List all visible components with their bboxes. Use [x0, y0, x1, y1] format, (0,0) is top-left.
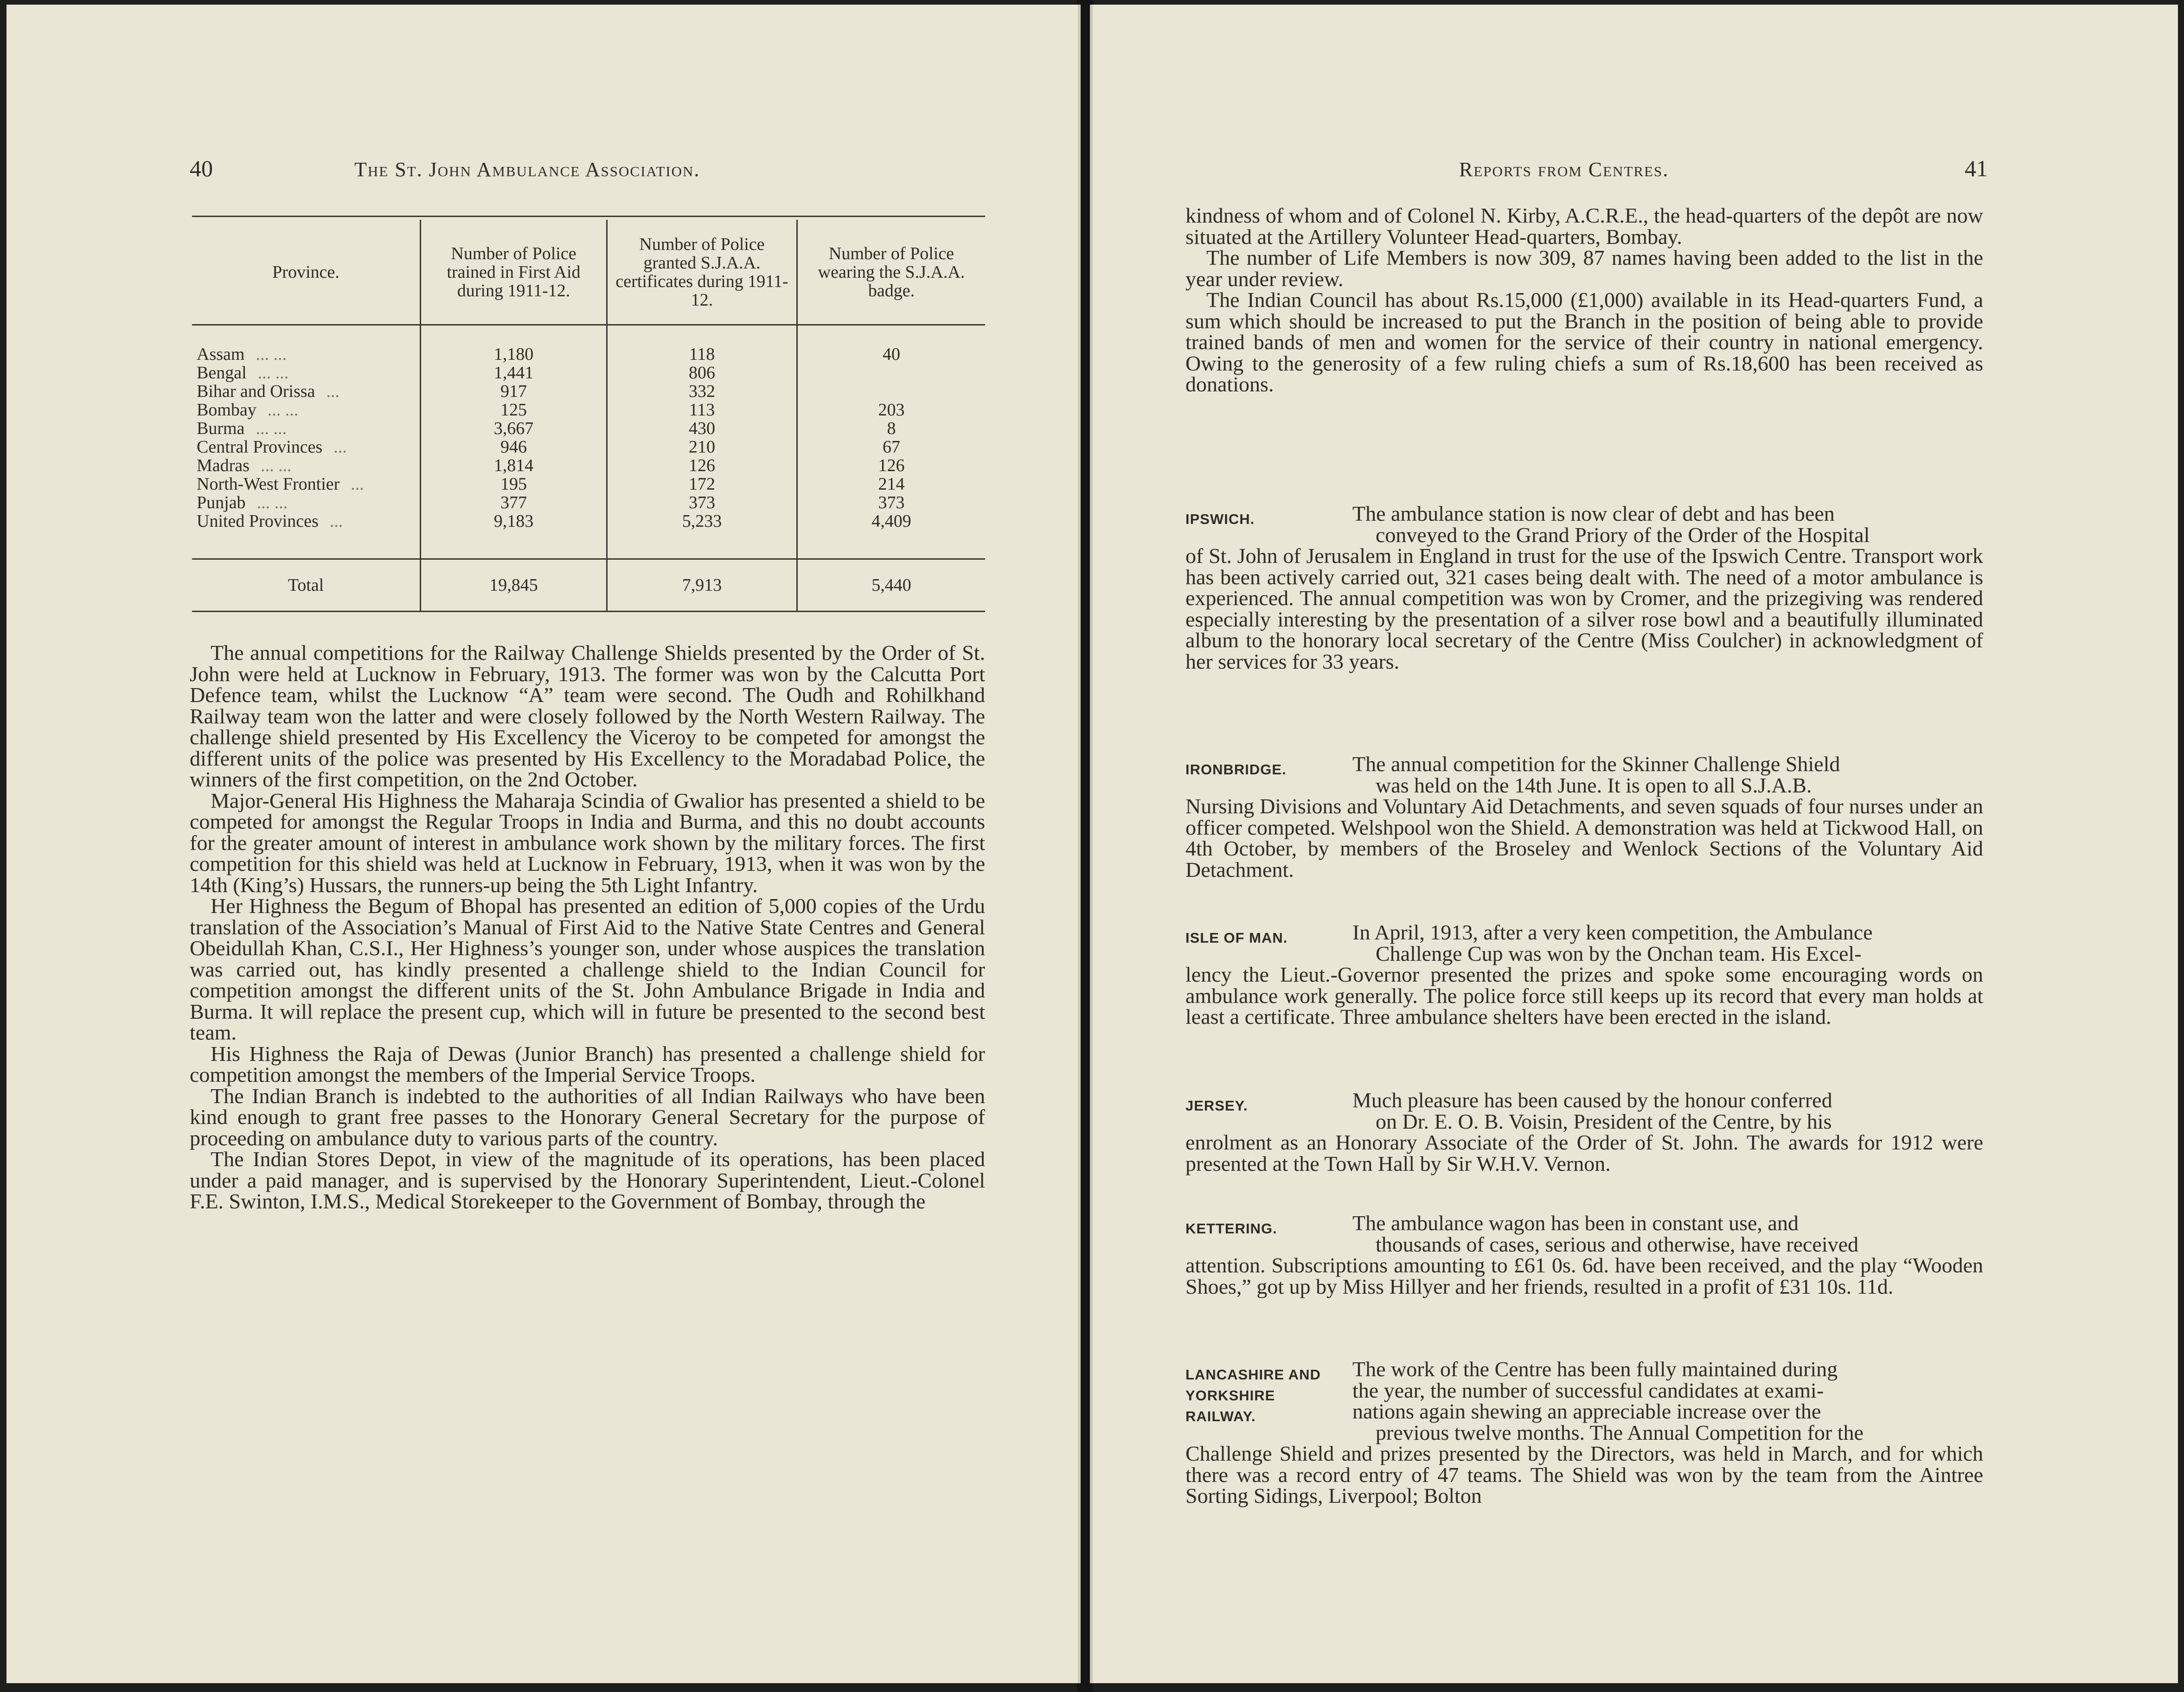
jersey-text: enrolment as an Honorary Associate of the Order of St. John. The awards for 1912 were presented at the Town Hall by Sir W.H.V. Vernon. [1185, 1130, 1983, 1175]
table-row [197, 382, 415, 401]
badge-value: 4,409 [871, 511, 911, 531]
total-trained: 19,845 [420, 559, 607, 612]
leader-dots: ... [326, 382, 339, 401]
ipswich-line-2: conveyed to the Grand Priory of the Order of the Hospital [1376, 523, 1870, 547]
lyr-label-line-1: LANCASHIRE AND [1185, 1366, 1321, 1383]
leader-dots: ... ... [267, 400, 299, 420]
header-badge: Number of Police wearing the S.J.A.A. badge. [797, 220, 985, 325]
leader-dots: ... ... [260, 456, 292, 475]
table-row [197, 364, 415, 382]
paragraph-life-members: The number of Life Members is now 309, 87 names having been added to the list in the year under review. [1185, 246, 1983, 291]
right-page-number: 41 [1965, 155, 1988, 181]
province-column [192, 325, 420, 559]
certificates-value: 5,233 [682, 511, 722, 531]
certificates-value: 806 [688, 363, 715, 383]
centre-label-lancashire-yorkshire-railway [1185, 1364, 1321, 1427]
right-running-head: Reports from Centres. [1459, 158, 1669, 181]
badge-column [797, 325, 985, 559]
paragraph-bhopal-manual: Her Highness the Begum of Bhopal has presented an edition of 5,000 copies of the Urdu translation of the Association’s Manual of First Aid to the Native State Centres and General Obeidullah Khan, C.S.I., Her Highness’s younger son, under whose auspices the translation was carried out, has kindly presented a challenge shield to the Indian Council for competition amongst the different units of the St. John Ambulance Brigade in India and Burma. It will replace the present cup, which will in future be presented to the second best team. [190, 894, 985, 1044]
badge-value: 40 [882, 345, 900, 364]
leader-dots: ... ... [256, 419, 287, 438]
paragraph-railway-passes: The Indian Branch is indebted to the authorities of all Indian Railways who have been kind enough to grant free passes to the Honorary General Secretary for the purpose of proceeding on ambulance duty to various parts of the country. [190, 1084, 985, 1150]
trained-value: 1,814 [493, 456, 534, 475]
trained-value: 377 [500, 493, 527, 512]
paragraph-stores-depot: The Indian Stores Depot, in view of the magnitude of its operations, has been placed under a paid manager, and is supervised by the Honorary Superintendent, Lieut.-Colonel F.E. Swinton, I.M.S., Medical Storekeeper to the Government of Bombay, through the [190, 1147, 985, 1213]
badge-value: 214 [878, 474, 905, 494]
trained-value: 3,667 [493, 419, 534, 438]
header-certificates: Number of Police granted S.J.A.A. certificates during 1911-12. [607, 220, 797, 325]
badge-value: 67 [882, 437, 900, 457]
lyr-line-4: previous twelve months. The Annual Competition for the [1376, 1420, 1864, 1444]
badge-value: 203 [878, 400, 905, 420]
badge-value [802, 364, 980, 382]
province-name: Assam [197, 345, 245, 364]
badge-value: 373 [878, 493, 905, 512]
certificates-value: 210 [688, 437, 715, 457]
isle-of-man-line-1: In April, 1913, after a very keen competition, the Ambulance [1352, 920, 1873, 944]
table-row [197, 456, 415, 475]
province-name: North-West Frontier [197, 474, 340, 494]
leader-dots: ... ... [256, 493, 288, 512]
total-certificates: 7,913 [607, 559, 797, 612]
leader-dots: ... ... [257, 363, 289, 383]
trained-column [420, 325, 607, 559]
ipswich-line-1: The ambulance station is now clear of debt and has been [1352, 502, 1835, 525]
left-page [6, 5, 1081, 1683]
centre-label-isle-of-man: ISLE OF MAN. [1185, 930, 1288, 946]
certificates-value: 373 [688, 493, 715, 512]
centre-ironbridge [1185, 753, 1983, 880]
kettering-text: attention. Subscriptions amounting to £61 0s. 6d. have been received, and the play “Wooden Shoes,” got up by Miss Hillyer and her friends, resulted in a profit of £31 10s. 11d. [1185, 1253, 1983, 1298]
table-top-rule [192, 216, 985, 220]
certificates-value: 172 [688, 474, 715, 494]
table-row [197, 401, 415, 419]
trained-value: 125 [500, 400, 527, 420]
paragraph-headquarters-fund: The Indian Council has about Rs.15,000 (£1,000) available in its Head-quarters Fund, a sum which should be increased to put the Branch in the position of being able to provide trained bands of men and women for the service of their country in national emergency. Owing to the generosity of a few ruling chiefs a sum of Rs.18,600 has been received as donations. [1185, 288, 1983, 396]
table-row [197, 345, 415, 364]
total-badge: 5,440 [797, 559, 985, 612]
certificates-value: 332 [688, 382, 715, 401]
province-name: Burma [197, 419, 245, 438]
jersey-line-2: on Dr. E. O. B. Voisin, President of the Centre, by his [1376, 1109, 1832, 1133]
leader-dots: ... ... [256, 345, 287, 364]
kettering-line-2: thousands of cases, serious and otherwise, have received [1376, 1232, 1859, 1256]
centre-kettering [1185, 1213, 1983, 1297]
ironbridge-line-1: The annual competition for the Skinner Challenge Shield [1352, 752, 1840, 776]
centre-label-jersey: JERSEY. [1185, 1098, 1248, 1114]
province-name: Madras [197, 456, 250, 475]
left-page-number: 40 [190, 155, 213, 181]
leader-dots: ... [333, 437, 347, 457]
total-label: Total [192, 559, 420, 612]
badge-value: 126 [878, 456, 905, 475]
paragraph-gwalior-shield: Major-General His Highness the Maharaja Scindia of Gwalior has presented a shield to be competed for amongst the Regular Troops in India and Burma, and this no doubt accounts for the greater amount of interest in ambulance work shown by the military forces. The first competition for this shield was held at Lucknow in February, 1913, when it was won by the 14th (King’s) Hussars, the runners-up being the 5th Light Infantry. [190, 788, 985, 897]
centre-ipswich [1185, 503, 1983, 672]
ironbridge-line-2: was held on the 14th June. It is open to all S.J.A.B. [1376, 773, 1812, 797]
centre-label-kettering: KETTERING. [1185, 1220, 1277, 1237]
lyr-line-3: nations again shewing an appreciable increase over the [1352, 1399, 1821, 1423]
badge-value: 8 [887, 419, 896, 438]
leader-dots: ... [329, 511, 343, 531]
centre-isle-of-man [1185, 922, 1983, 1028]
province-name: Punjab [197, 493, 246, 512]
province-name: Central Provinces [197, 437, 323, 457]
table-row [197, 493, 415, 512]
badge-value [802, 382, 980, 401]
continuation-paragraph: kindness of whom and of Colonel N. Kirby, A.C.R.E., the head-quarters of the depôt are now situated at the Artillery Volunteer Head-quarters, Bombay. [1185, 204, 1983, 249]
centre-label-ipswich: IPSWICH. [1185, 511, 1255, 527]
lyr-line-1: The work of the Centre has been fully maintained during [1352, 1357, 1838, 1381]
certificates-value: 126 [688, 456, 715, 475]
table-row [197, 475, 415, 493]
left-running-head: The St. John Ambulance Association. [354, 158, 700, 181]
centre-lancashire-yorkshire-railway [1185, 1359, 1983, 1507]
certificates-column [607, 325, 797, 559]
certificates-value: 430 [688, 419, 715, 438]
trained-value: 9,183 [493, 511, 534, 531]
trained-value: 917 [500, 382, 527, 401]
certificates-value: 118 [689, 345, 715, 364]
trained-value: 195 [500, 474, 527, 494]
trained-value: 946 [500, 437, 527, 457]
table-row [197, 419, 415, 438]
isle-of-man-line-2: Challenge Cup was won by the Onchan team. His Excel- [1376, 941, 1862, 965]
trained-value: 1,441 [493, 363, 534, 383]
lyr-label-line-3: RAILWAY. [1185, 1408, 1256, 1424]
lyr-line-2: the year, the number of successful candidates at exami- [1352, 1378, 1824, 1402]
centre-jersey [1185, 1090, 1983, 1174]
lyr-text: Challenge Shield and prizes presented by the Directors, was held in March, and for which there was a record entry of 47 teams. The Shield was won by the team from the Aintree Sorting Sidings, Liverpool; Bolton [1185, 1442, 1983, 1507]
police-training-table [192, 216, 985, 612]
leader-dots: ... [351, 474, 364, 494]
left-body-text [190, 642, 985, 1212]
centre-label-ironbridge: IRONBRIDGE. [1185, 761, 1287, 778]
table-total-row [192, 559, 985, 612]
jersey-line-1: Much pleasure has been caused by the honour conferred [1352, 1088, 1832, 1112]
header-province: Province. [192, 220, 420, 325]
isle-of-man-text: lency the Lieut.-Governor presented the prizes and spoke some encouraging words on ambulance work generally. The police force still keeps up its record that every man holds at least a certificate. Three ambulance shelters have been erected in the island. [1185, 963, 1983, 1028]
table-header-row [192, 220, 985, 325]
right-intro-text [1185, 205, 1983, 395]
paragraph-railway-shields: The annual competitions for the Railway Challenge Shields presented by the Order of St. John were held at Lucknow in February, 1913. The former was won by the Calcutta Port Defence team, whilst the Lucknow “A” team were second. The Oudh and Rohilkhand Railway team won the latter and were closely followed by the North Western Railway. The challenge shield presented by His Excellency the Viceroy to be competed for amongst the different units of the police was presented by His Excellency to the Moradabad Police, the winners of the first competition, on the 2nd October. [190, 641, 985, 791]
header-trained: Number of Police trained in First Aid during 1911-12. [420, 220, 607, 325]
trained-value: 1,180 [493, 345, 534, 364]
kettering-line-1: The ambulance wagon has been in constant use, and [1352, 1211, 1799, 1235]
province-name: Bombay [197, 400, 256, 420]
province-name: Bengal [197, 363, 247, 383]
certificates-value: 113 [689, 400, 715, 420]
paragraph-dewas-shield: His Highness the Raja of Dewas (Junior Branch) has presented a challenge shield for competition amongst the members of the Imperial Service Troops. [190, 1041, 985, 1086]
table-row [197, 438, 415, 456]
province-name: Bihar and Orissa [197, 382, 315, 401]
table-row [197, 512, 415, 530]
province-name: United Provinces [197, 511, 319, 531]
lyr-label-line-2: YORKSHIRE [1185, 1387, 1275, 1404]
right-page [1090, 5, 2178, 1683]
table-body [192, 325, 985, 559]
ironbridge-text: Nursing Divisions and Voluntary Aid Detachments, and seven squads of four nurses under an officer competed. Welshpool won the Shield. A demonstration was held at Tickwood Hall, on 4th October, by members of the Broseley and Wenlock Sections of the Voluntary Aid Detachment. [1185, 794, 1983, 881]
ipswich-text: of St. John of Jerusalem in England in trust for the use of the Ipswich Centre. Transport work has been actively carried out, 321 cases being dealt with. The need of a motor ambulance is experienced. The annual competition was won by Cromer, and the prizegiving was rendered especially interesting by the presentation of a silver rose bowl and a beautifully illuminated album to the honorary local secretary of the Centre (Miss Coulcher) in acknowledgment of her services for 33 years. [1185, 544, 1983, 673]
